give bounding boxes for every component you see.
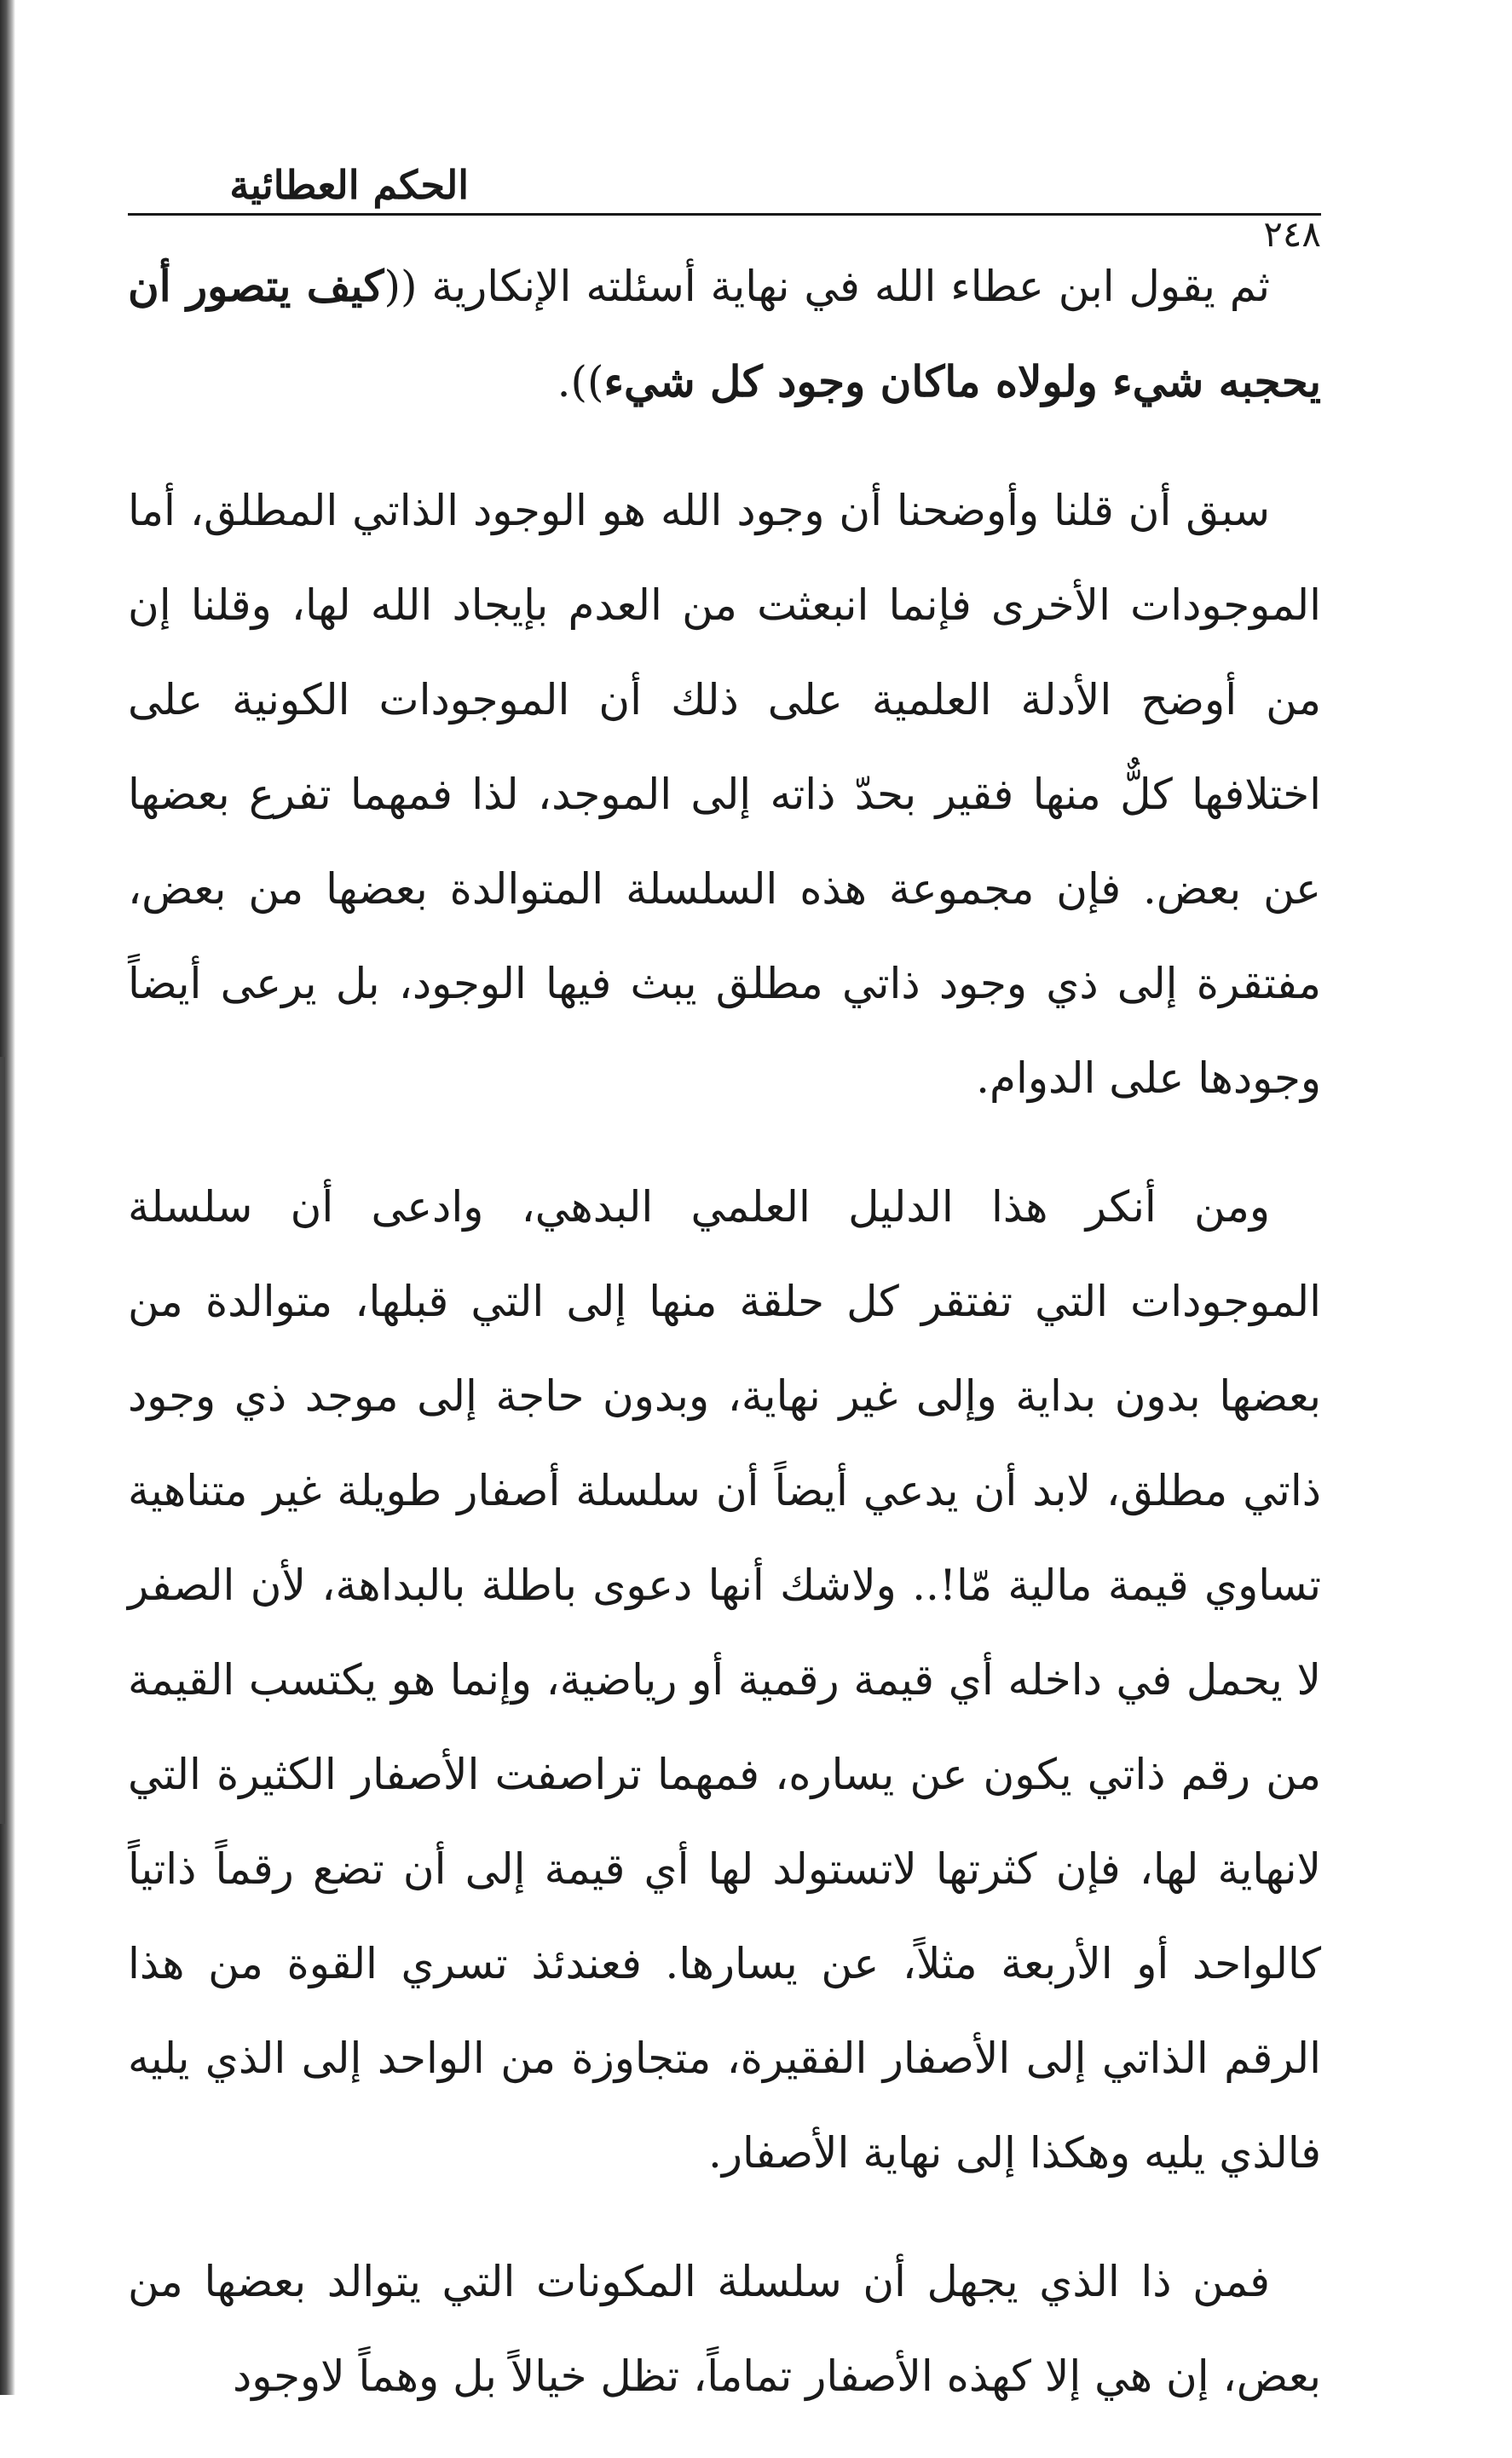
paragraph-4: فمن ذا الذي يجهل أن سلسلة المكونات التي يتوالد بعضها من بعض، إن هي إلا كهذه الأصفار تماماً، تظل خيالاً بل وهماً لاوجود <box>128 2257 1321 2401</box>
book-page <box>128 128 1321 2401</box>
page-header <box>128 128 1321 255</box>
running-title: الحكم العطائية <box>229 162 469 208</box>
page-number: ٢٤٨ <box>1263 213 1321 255</box>
quote-open-mark: (( <box>384 262 418 311</box>
quoted-wisdom: كيف يتصور أن يحجبه شيء ولولاه ماكان وجود كل شيء <box>128 261 1321 407</box>
body-text <box>128 239 1321 2458</box>
paragraph-1-intro: ثم يقول ابن عطاء الله في نهاية أسئلته الإنكارية <box>417 262 1271 311</box>
paragraph-3: ومن أنكر هذا الدليل العلمي البدهي، وادعى أن سلسلة الموجودات التي تفتقر كل حلقة منها إلى التي قبلها، متوالدة من بعضها بدون بداية وإلى غير نهاية، وبدون حاجة إلى موجد ذي وجود ذاتي مطلق، لابد أن يدعي أيضاً أن سلسلة أصفار طويلة غير متناهية تساوي قيمة مالية مّا!.. ولاشك أنها دعوى باطلة بالبداهة، لأن الصفر لا يحمل في داخله أي قيمة رقمية أو رياضية، وإنما هو يكتسب القيمة من رقم ذاتي يكون عن يساره، فمهما تراصفت الأصفار الكثيرة التي لانهاية لها، فإن كثرتها لاتستولد لها أي قيمة إلى أن تضع رقماً ذاتياً كالواحد أو الأربعة مثلاً، عن يسارها. فعندئذ تسري القوة من هذا الرقم الذاتي إلى الأصفار الفقيرة، متجاوزة من الواحد إلى الذي يليه فالذي يليه وهكذا إلى نهاية الأصفار. <box>128 1182 1321 2178</box>
paragraph-2: سبق أن قلنا وأوضحنا أن وجود الله هو الوجود الذاتي المطلق، أما الموجودات الأخرى فإنما انبعثت من العدم بإيجاد الله لها، وقلنا إن من أوضح الأدلة العلمية على ذلك أن الموجودات الكونية على اختلافها كلٌّ منها فقير بحدّ ذاته إلى الموجد، لذا فمهما تفرع بعضها عن بعض. فإن مجموعة هذه السلسلة المتوالدة بعضها من بعض، مفتقرة إلى ذي وجود ذاتي مطلق يبث فيها الوجود، بل يرعى أيضاً وجودها على الدوام. <box>128 486 1321 1103</box>
scan-binding-mark <box>0 1057 5 1824</box>
header-rule <box>128 213 1321 216</box>
quote-close-mark: )). <box>557 357 604 407</box>
paragraph-1 <box>128 239 1321 430</box>
